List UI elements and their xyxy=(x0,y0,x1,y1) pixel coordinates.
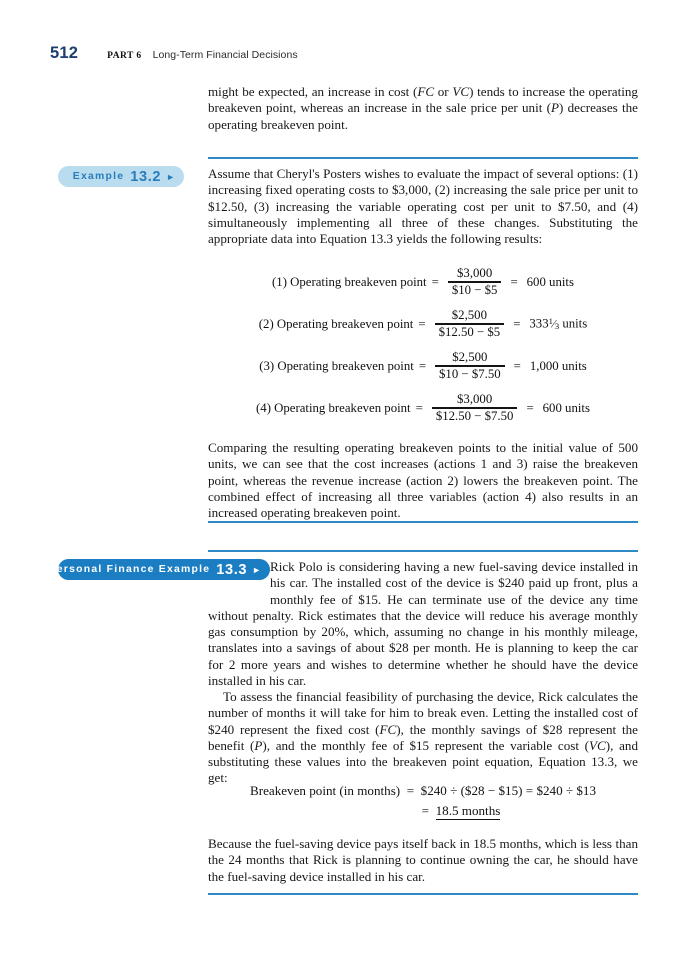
fraction-denominator: $10 − $5 xyxy=(451,282,498,297)
equation-lead: Breakeven point (in months) xyxy=(249,783,401,798)
triangle-right-icon: ► xyxy=(166,171,175,182)
example-132-closing xyxy=(208,440,638,521)
example-133-para2-text xyxy=(208,689,638,787)
result-whole: 333 xyxy=(529,316,549,331)
triangle-right-icon: ► xyxy=(252,564,261,575)
example-132-tag-number: 13.2 xyxy=(130,169,162,185)
part-title: Long-Term Financial Decisions xyxy=(152,49,298,61)
example-133-equation xyxy=(208,783,638,819)
fraction-denominator: $12.50 − $7.50 xyxy=(435,408,514,423)
para2-text-b: ), the monthly savings of $28 represent the benefit ( xyxy=(208,721,638,753)
intro-text-a: might be expected, an increase in cost ( xyxy=(208,84,418,99)
example-132-intro xyxy=(208,166,638,247)
rule-above-example-133 xyxy=(208,550,638,552)
para2-text-d: ), and substituting these values into the breakeven point equation, Equation 13.3, we get: xyxy=(208,737,638,786)
equation-result xyxy=(529,316,587,332)
fraction-numerator: $2,500 xyxy=(451,308,487,323)
intro-vc: VC xyxy=(452,84,470,99)
equation-line-1 xyxy=(208,783,638,799)
equation-row xyxy=(208,387,638,429)
para2-p: P xyxy=(254,737,263,753)
equation-line-2 xyxy=(208,803,638,819)
example-132-intro-text: Assume that Cheryl's Posters wishes to evaluate the impact of several options: (1) increasing fixed operating costs to $3,000, (2) increasing the sale price per unit to $12.50, (3) increasing the variable operating cost per unit to $7.50, and (4) simultaneously implementing all three of these changes. Substituting the appropriate data into Equation 13.3 yields the following results: xyxy=(208,166,638,247)
fraction xyxy=(435,308,505,339)
equation-lead: (3) Operating breakeven point xyxy=(259,358,414,373)
example-132-tag[interactable] xyxy=(58,166,184,187)
result-frac-numerator: 1 xyxy=(548,316,553,327)
equation-lead: (1) Operating breakeven point xyxy=(272,274,427,289)
intro-text xyxy=(208,84,638,133)
example-133-tag-label: Personal Finance Example xyxy=(48,564,211,575)
tag-text-spacer xyxy=(208,559,270,591)
equation-lead: (4) Operating breakeven point xyxy=(256,400,411,415)
equation-result-equals: = xyxy=(513,358,521,373)
part-label: PART 6 xyxy=(107,51,142,61)
example-133-closing-text: Because the fuel-saving device pays itself back in 18.5 months, which is less than the 24 months that Rick is planning to continue owning the car, he should have the fuel-saving device installed in his car. xyxy=(208,836,638,884)
example-132-tag-label: Example xyxy=(72,171,125,182)
equation-row xyxy=(208,345,638,387)
fraction xyxy=(432,392,518,423)
equation-final-result: 18.5 months xyxy=(435,803,501,818)
intro-text-c: ) tends to increase the operating breakeven point, whereas an increase in the sale price per unit ( xyxy=(208,84,638,116)
equation-lead: (2) Operating breakeven point xyxy=(258,316,414,331)
equation-equals: = xyxy=(418,358,427,373)
equation-result-equals: = xyxy=(526,400,534,415)
intro-text-b: or xyxy=(434,84,453,99)
equation-result-equals: = xyxy=(513,316,521,331)
equation-result-equals: = xyxy=(510,274,518,289)
intro-fc: FC xyxy=(417,84,435,99)
rule-below-example-132 xyxy=(208,521,638,523)
fraction-numerator: $3,000 xyxy=(457,392,493,407)
equation-expression: $240 ÷ ($28 − $15) = $240 ÷ $13 xyxy=(420,783,597,798)
example-133-para1-text: Rick Polo is considering having a new fuel-saving device installed in his car. The installed cost of the device is $240 paid up front, plus a monthly fee of $15. He can terminate use of the device any time without penalty. Rick estimates that the device will reduce his average monthly gas consumption by 20%, which, assuming no change in his monthly mileage, translates into a savings of about $28 per month. He is planning to keep the car for 2 more years and wishes to determine whether he should have the device installed in his car. xyxy=(208,559,638,689)
example-133-para1 xyxy=(208,559,638,689)
para2-vc: VC xyxy=(589,737,606,753)
equation-equals: = xyxy=(406,783,415,798)
equation-equals: = xyxy=(431,274,439,289)
equation-row xyxy=(208,303,638,345)
example-133-tag-number: 13.3 xyxy=(216,562,248,578)
intro-p: P xyxy=(550,100,559,116)
equation-result: 1,000 units xyxy=(529,358,587,373)
para2-text-a: To assess the financial feasibility of purchasing the device, Rick calculates the number of months it will take for him to break even. Letting the installed cost of $240 represent the fixed cost ( xyxy=(208,689,638,737)
equation-equals: = xyxy=(415,400,423,415)
fraction-denominator: $12.50 − $5 xyxy=(438,324,501,339)
equation-equals: = xyxy=(418,316,426,331)
intro-paragraph xyxy=(208,84,638,133)
equation-row xyxy=(208,261,638,303)
rule-bottom xyxy=(208,893,638,895)
para2-text-c: ), and the monthly fee of $15 represent the variable cost ( xyxy=(262,737,590,753)
result-frac-denominator: 3 xyxy=(554,321,560,332)
intro-text-d: ) decreases the operating breakeven point. xyxy=(208,100,638,132)
fraction-denominator: $10 − $7.50 xyxy=(439,366,501,381)
fraction xyxy=(448,266,502,297)
example-132-equations xyxy=(208,261,638,429)
example-132-closing-text: Comparing the resulting operating breakeven points to the initial value of 500 units, we can see that the cost increases (actions 1 and 3) raise the breakeven point, whereas the revenue increase (action 2) lowers the breakeven point. The combined effect of increasing all three variables (action 4) also results in an increased operating breakeven point. xyxy=(208,440,638,521)
example-133-closing xyxy=(208,836,638,885)
equation-result: 600 units xyxy=(542,400,590,415)
fraction-numerator: $2,500 xyxy=(452,350,488,365)
fraction-numerator: $3,000 xyxy=(457,266,493,281)
result-unit: units xyxy=(562,316,588,331)
fraction xyxy=(435,350,505,381)
example-133-para2 xyxy=(208,689,638,787)
page-number: 512 xyxy=(50,44,79,62)
result-frac-slash: ⁄ xyxy=(552,318,555,331)
rule-above-example-132 xyxy=(208,157,638,159)
equation-equals: = xyxy=(421,803,430,818)
equation-result: 600 units xyxy=(526,274,574,289)
running-head xyxy=(0,44,700,68)
para2-fc: FC xyxy=(379,721,397,737)
